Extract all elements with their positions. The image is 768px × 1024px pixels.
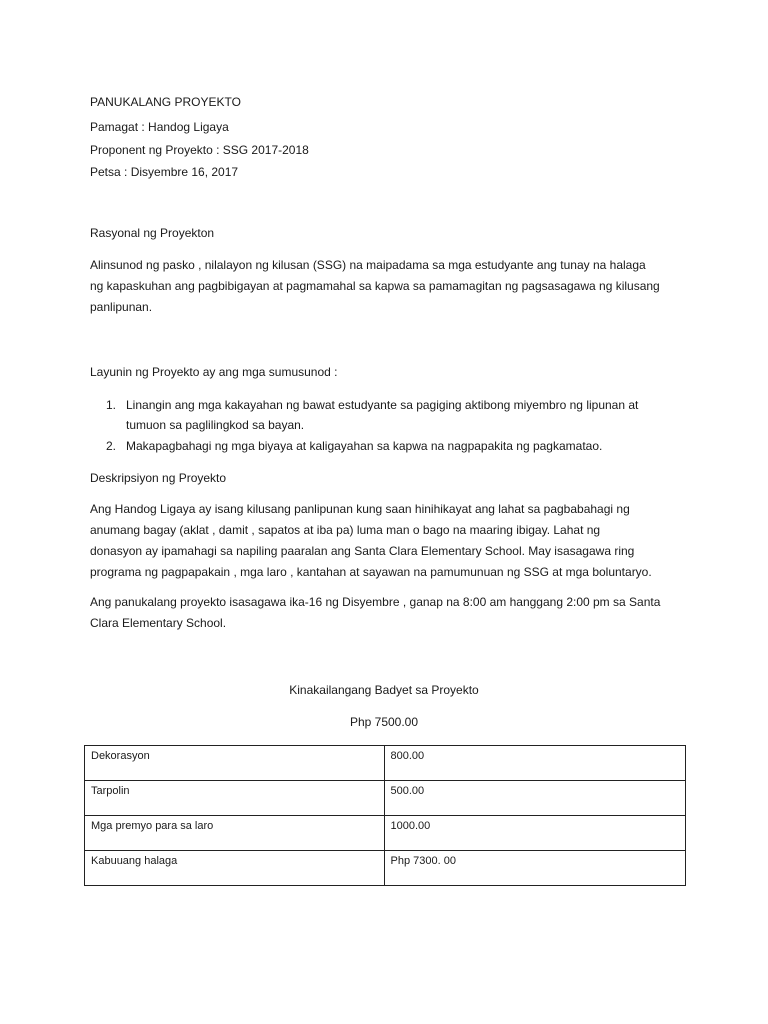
objective-item bbox=[90, 436, 690, 456]
objective-text: tumuon sa paglilingkod sa bayan. bbox=[126, 418, 305, 432]
budget-cost-cell: 500.00 bbox=[384, 781, 685, 816]
objective-number: 1. bbox=[105, 398, 116, 412]
schedule-paragraph bbox=[90, 592, 680, 634]
table-row bbox=[85, 851, 686, 886]
table-row bbox=[85, 781, 686, 816]
description-paragraph bbox=[90, 499, 680, 583]
table-row bbox=[85, 746, 686, 781]
rationale-line: panlipunan. bbox=[90, 300, 153, 314]
budget-table bbox=[84, 745, 686, 886]
description-line: Ang Handog Ligaya ay isang kilusang panlipunan kung saan hinihikayat ang lahat sa pagbabahagi ng bbox=[90, 502, 630, 516]
budget-heading: Kinakailangang Badyet sa Proyekto bbox=[289, 683, 479, 697]
rationale-paragraph bbox=[90, 255, 680, 318]
objective-number: 2. bbox=[105, 439, 116, 453]
budget-cost-cell: 800.00 bbox=[384, 746, 685, 781]
budget-item-cell: Tarpolin bbox=[85, 781, 385, 816]
description-line: programa ng pagpapakain , mga laro , kantahan at sayawan na pamumunuan ng SSG at mga boluntaryo. bbox=[90, 565, 652, 579]
rationale-heading: Rasyonal ng Proyekton bbox=[90, 226, 215, 240]
objective-text: Makapagbahagi ng mga biyaya at kaligayahan sa kapwa na nagpapakita ng pagkamatao. bbox=[126, 439, 603, 453]
objectives-list bbox=[90, 395, 690, 457]
budget-amount: Php 7500.00 bbox=[349, 715, 419, 729]
budget-cost-cell: 1000.00 bbox=[384, 816, 685, 851]
objective-text: Linangin ang mga kakayahan ng bawat estudyante sa pagiging aktibong miyembro ng lipunan at bbox=[126, 398, 639, 412]
table-row bbox=[85, 816, 686, 851]
budget-item-cell: Kabuuang halaga bbox=[85, 851, 385, 886]
rationale-line: ng kapaskuhan ang pagbibigayan at pagmamahal sa kapwa sa pamamagitan ng pagsasagawa ng kilusang bbox=[90, 279, 660, 293]
proponent-line: Proponent ng Proyekto : SSG 2017-2018 bbox=[90, 143, 309, 157]
objectives-heading: Layunin ng Proyekto ay ang mga sumusunod : bbox=[90, 365, 338, 379]
description-line: donasyon ay ipamahagi sa napiling paaralan ang Santa Clara Elementary School. May isasagawa ring bbox=[90, 544, 635, 558]
document-title: PANUKALANG PROYEKTO bbox=[90, 95, 241, 109]
schedule-line: Ang panukalang proyekto isasagawa ika-16 ng Disyembre , ganap na 8:00 am hanggang 2:00 pm sa Santa bbox=[90, 595, 661, 609]
objective-item bbox=[90, 395, 690, 435]
description-line: anumang bagay (aklat , damit , sapatos at iba pa) luma man o bago na maaring ibigay. Lahat ng bbox=[90, 523, 601, 537]
date-line: Petsa : Disyembre 16, 2017 bbox=[90, 165, 239, 179]
budget-item-cell: Dekorasyon bbox=[85, 746, 385, 781]
project-title-line: Pamagat : Handog Ligaya bbox=[90, 120, 229, 134]
schedule-line: Clara Elementary School. bbox=[90, 616, 227, 630]
budget-cost-cell: Php 7300. 00 bbox=[384, 851, 685, 886]
description-heading: Deskripsiyon ng Proyekto bbox=[90, 471, 227, 485]
rationale-line: Alinsunod ng pasko , nilalayon ng kilusan (SSG) na maipadama sa mga estudyante ang tunay na halaga bbox=[90, 258, 646, 272]
budget-item-cell: Mga premyo para sa laro bbox=[85, 816, 385, 851]
